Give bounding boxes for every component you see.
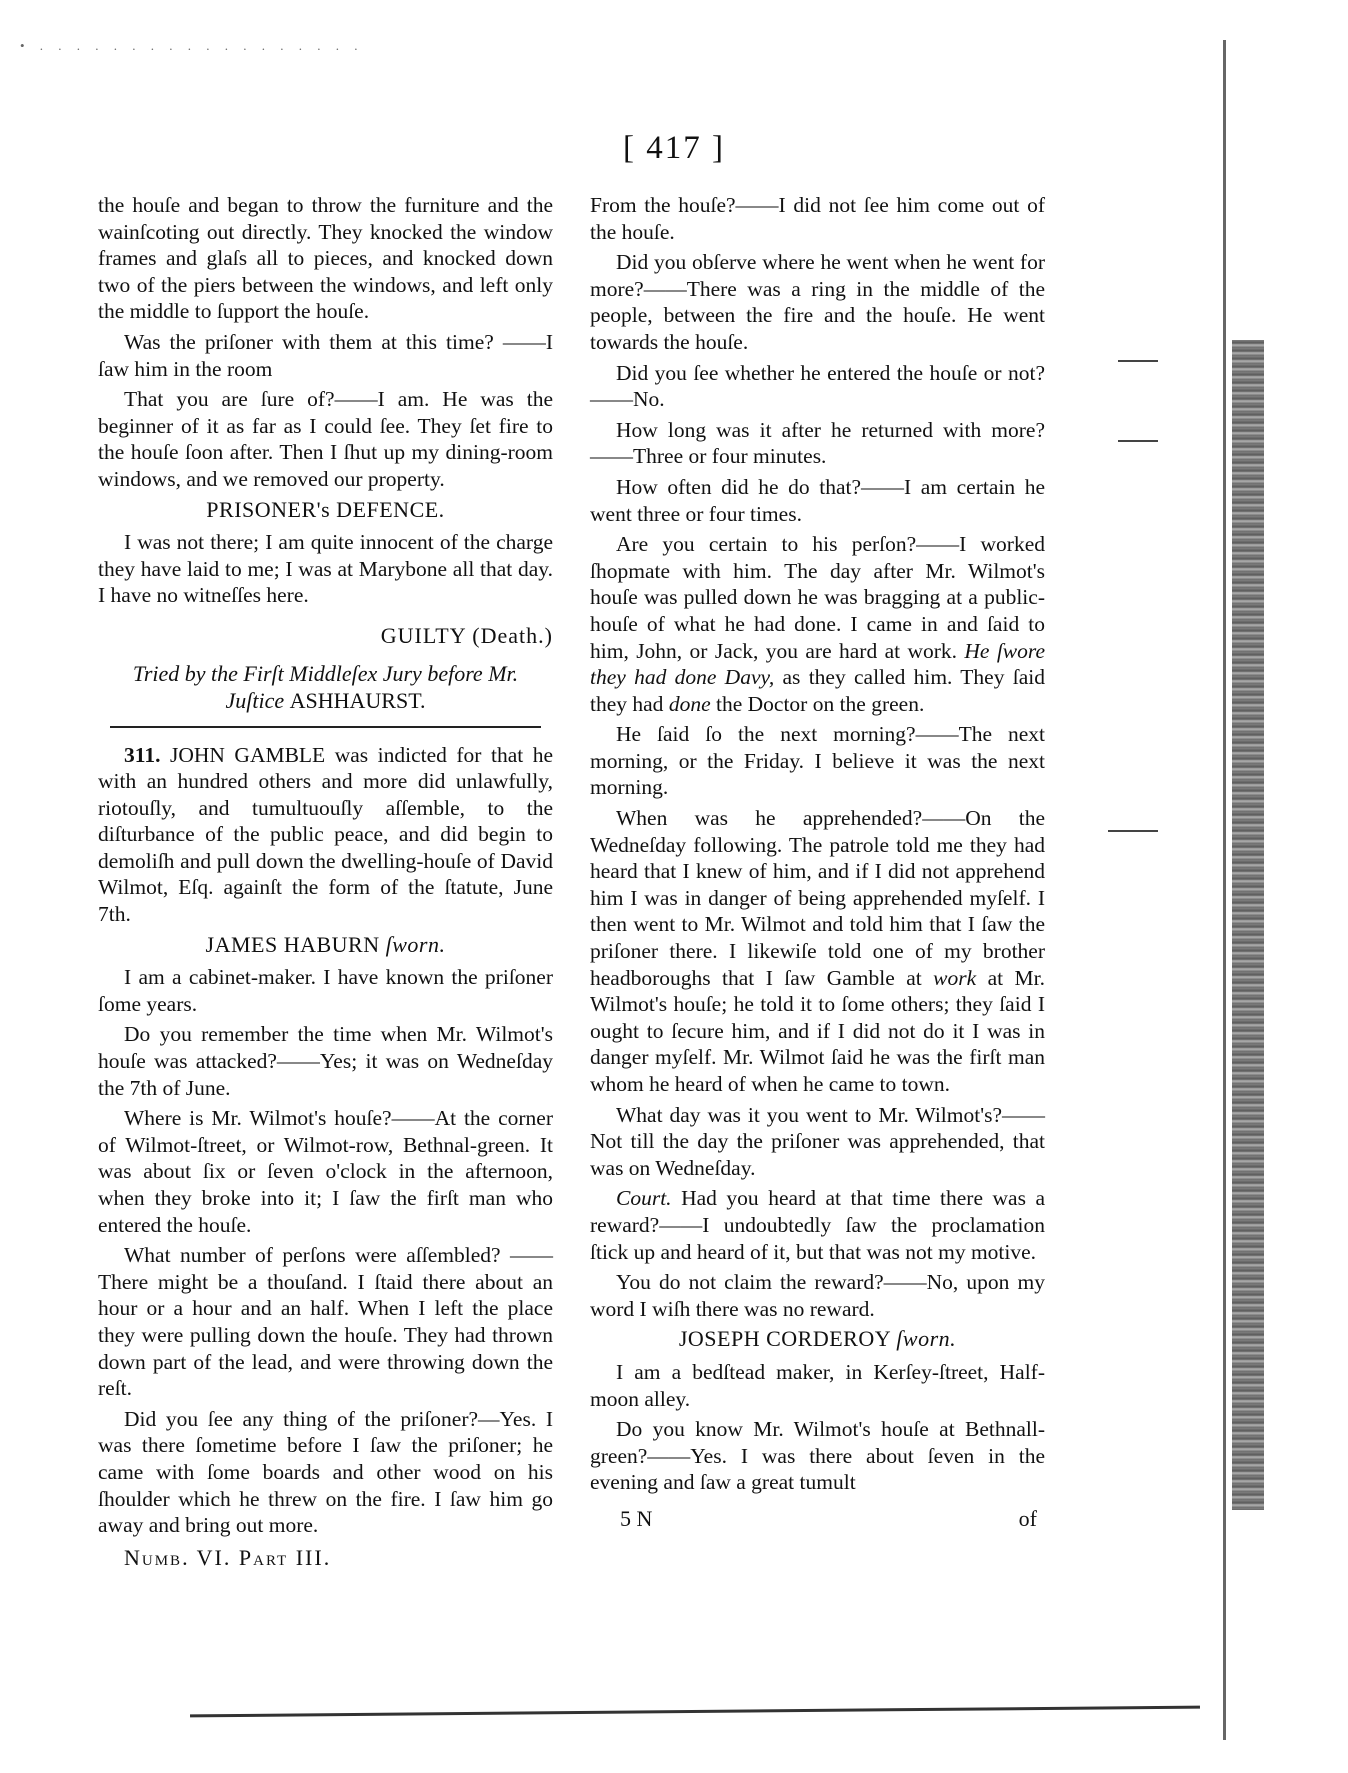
defence-heading: PRISONER's DEFENCE. (206, 496, 445, 522)
paragraph: Where is Mr. Wilmot's houſe?——At the corner of Wilmot-ſtreet, or Wilmot-row, Bethnal-green. It was about ſix or ſeven o'clock in the afternoon, when they broke into it; I ſaw the firſt man who entered the houſe. (98, 1106, 553, 1237)
witness-heading (590, 1326, 1045, 1353)
tried-before-note (98, 660, 553, 714)
paragraph: How often did he do that?——I am certain he went three or four times. (590, 474, 1045, 526)
italic-quote: He ſwore they had done Davy, (590, 638, 1046, 690)
binding-shadow-band (1232, 340, 1264, 1510)
top-margin-noise: • . . . . . . . . . . . . . . . . . . (20, 38, 364, 53)
text-run: Had you heard at that time there was a reward?——I undoubtedly ſaw the proclamation ſtick up and heard of it, but that was not my motive. (590, 1186, 1046, 1264)
court-label: Court. (616, 1186, 672, 1211)
catchword: of (1018, 1505, 1037, 1531)
paragraph: Do you know Mr. Wilmot's houſe at Bethnall-green?——Yes. I was there about ſeven in the evening and ſaw a great tumult (590, 1417, 1045, 1495)
footer-row (590, 1506, 1045, 1533)
right-column (590, 192, 1045, 1533)
paragraph: What day was it you went to Mr. Wilmot's?——Not till the day the priſoner was apprehended, that was on Wedneſday. (590, 1102, 1045, 1180)
page-number: [ 417 ] (623, 130, 725, 166)
text-run: as they called him. They ſaid they had (590, 665, 1045, 716)
sworn-label: ſworn. (896, 1326, 957, 1352)
witness-name: JOSEPH CORDEROY (678, 1326, 891, 1352)
verdict: GUILTY (Death.) (380, 622, 553, 648)
tried-line-1: Tried by the Firſt Middleſex Jury before Mr. (132, 660, 519, 686)
paragraph: I am a bedſtead maker, in Kerſey-ſtreet, Half-moon alley. (590, 1359, 1045, 1411)
paragraph (590, 1185, 1045, 1265)
paragraph: From the houſe?——I did not ſee him come out of the houſe. (590, 193, 1045, 244)
paragraph: I was not there; I am quite innocent of the charge they have laid to me; I was at Marybone all that day. I have no witneſſes here. (98, 530, 553, 608)
case-text: JOHN GAMBLE was indicted for that he with an hundred others and more did unlawfully, riotouſly, and tumultuouſly aſſemble, to the diſturbance of the public peace, and did begin to demoliſh and pull down the dwelling-houſe of David Wilmot, Eſq. againſt the form of the ſtatute, June 7th. (98, 742, 553, 927)
text-run: Are you certain to his perſon?——I worked ſhopmate with him. The day after Mr. Wilmot's houſe was pulled down he was bragging at a public-houſe of what he had done. I came in and ſaid to him, John, or Jack, you are hard at work. (590, 532, 1045, 663)
paragraph: He ſaid ſo the next morning?——The next morning, or the Friday. I believe it was the next morning. (590, 722, 1045, 800)
paragraph (590, 531, 1045, 717)
paragraph: How long was it after he returned with more?——Three or four minutes. (590, 417, 1045, 469)
paragraph: Do you remember the time when Mr. Wilmot's houſe was attacked?——Yes; it was on Wedneſday the 7th of June. (98, 1022, 553, 1100)
issue-footer: Numb. VI. Part III. (124, 1544, 332, 1570)
paragraph: Did you ſee whether he entered the houſe or not?——No. (590, 360, 1045, 412)
case-paragraph (98, 742, 553, 928)
witness-name: JAMES HABURN (205, 931, 380, 957)
left-column (98, 192, 553, 1571)
witness-heading (98, 932, 553, 959)
paragraph: That you are ſure of?——I am. He was the beginner of it as far as I could ſee. They ſet fire to the houſe ſoon after. Then I ſhut up my dining-room windows, and we removed our property. (98, 387, 553, 491)
margin-mark (1118, 440, 1158, 442)
book-binding-edge (1098, 20, 1268, 1760)
margin-mark (1118, 360, 1158, 362)
case-number: 311. (124, 742, 161, 767)
bottom-page-edge (190, 1706, 1200, 1718)
section-divider (110, 726, 541, 728)
judge-name: ASHHAURST. (289, 687, 426, 713)
binding-edge-line (1223, 40, 1226, 1740)
tried-line-2: Juſtice (225, 687, 285, 713)
paragraph: What number of perſons were aſſembled? ——There might be a thouſand. I ſtaid there about an hour or a hour and an half. When I left the place they were pulling down the houſe. They had thrown down part of the lead, and were throwing down the reſt. (98, 1243, 553, 1401)
text-run: at Mr. Wilmot's houſe; he told it to ſome others; they ſaid I ought to ſecure him, and if I did not do it I was in danger myſelf. Mr. Wilmot ſaid he was the firſt man whom he heard of when he came to town. (590, 965, 1045, 1096)
paragraph: I am a cabinet-maker. I have known the priſoner ſome years. (98, 965, 553, 1016)
paragraph: You do not claim the reward?——No, upon my word I wiſh there was no reward. (590, 1270, 1045, 1321)
signature-mark: 5 N (620, 1505, 653, 1531)
paragraph: Did you obſerve where he went when he went for more?——There was a ring in the middle of the people, between the fire and the houſe. He went towards the houſe. (590, 250, 1045, 354)
italic-word: work (933, 965, 977, 990)
sworn-label: ſworn. (385, 931, 446, 957)
paragraph: Did you ſee any thing of the priſoner?—Yes. I was there ſometime before I ſaw the priſoner; he came with ſome boards and other wood on his ſhoulder which he threw on the fire. I ſaw him go away and bring out more. (98, 1406, 553, 1538)
text-run: the Doctor on the green. (715, 691, 925, 716)
text-run: When was he apprehended?——On the Wedneſday following. The patrole told me they had heard that I knew of him, and if I did not apprehend him I was in danger of being apprehended myſelf. I then went to Mr. Wilmot and told him that I ſaw the priſoner there. I likewiſe told one of my brother headboroughs that I ſaw Gamble at (590, 806, 1045, 990)
italic-word: done (668, 691, 711, 716)
margin-mark (1108, 830, 1158, 832)
paragraph (590, 805, 1045, 1098)
paragraph: Was the priſoner with them at this time? ——I ſaw him in the room (98, 329, 553, 381)
paragraph: the houſe and began to throw the furniture and the wainſcoting out directly. They knocked the window frames and glaſs all to pieces, and knocked down two of the piers between the windows, and left only the middle to ſupport the houſe. (98, 193, 553, 324)
